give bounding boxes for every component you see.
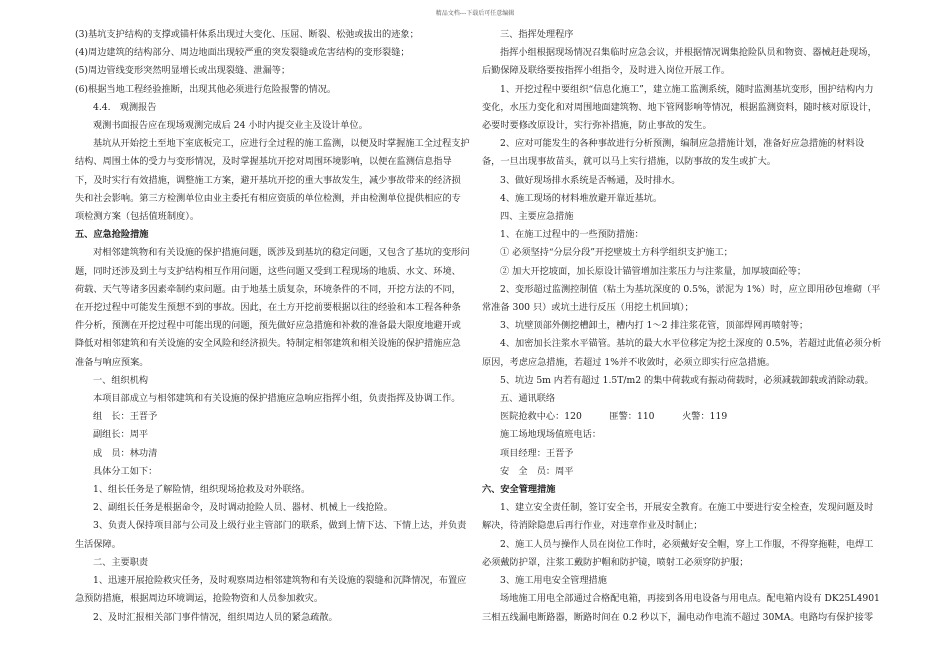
paragraph: 5、坑边 5m 内若有超过 1.5T/m2 的集中荷载或有振动荷载时，必须减载卸载或消除动载。 (500, 374, 874, 386)
paragraph: ① 必须坚持“分层分段”开挖壁坡土方科学组织支护施工； (500, 247, 733, 259)
paragraph: (6)根据当地工程经验推断，出现其他必须进行危险报警的情况。 (75, 83, 337, 95)
paragraph: 成 员：林功清 (93, 447, 158, 459)
paragraph: 三、指挥处理程序 (500, 29, 574, 40)
paragraph: 四、主要应急措施 (500, 211, 574, 223)
page-header: 精品文档---下载后可任意编辑 (435, 10, 515, 17)
paragraph: 1、迅速开展抢险救灾任务，及时观察周边相邻建筑物和有关设施的裂缝和沉降情况，布置应急预防措施，根据周边环境调运，抢险物资和人员参加救灾。 (75, 575, 467, 605)
paragraph: 本项目部成立与相邻建筑和有关设施的保护措施应急响应指挥小组，负责指挥及协调工作。 (93, 393, 461, 405)
paragraph: (4)周边建筑的结构部分、周边地面出现较严重的突发裂缝或危害结构的变形裂缝； (75, 47, 410, 59)
paragraph: 2、施工人员与操作人员在岗位工作时，必须戴好安全帽，穿上工作服，不得穿拖鞋，电焊工必须戴防护罩，注浆工戴防护帽和防护镜，喷射工必须穿防护服； (482, 538, 874, 568)
paragraph: 场地施工用电全部通过合格配电箱，再接到各用电设备与用电点。配电箱内设有 DK25L4901 三相五线漏电断路器，断路时间在 0.2 秒以下，漏电动作电流不超过 30MA。电路均有保护接零 (482, 593, 880, 623)
paragraph: 一、组织机构 (93, 374, 149, 386)
paragraph: 组 长：王晋予 (93, 411, 158, 423)
paragraph: 五、通讯联络 (500, 393, 556, 405)
paragraph: 安 全 员：周平 (500, 465, 574, 477)
paragraph: 项目经理：王晋予 (500, 447, 574, 459)
paragraph: 2、及时汇报相关部门事件情况，组织周边人员的紧急疏散。 (93, 611, 338, 623)
right-column (482, 26, 882, 627)
paragraph: 具体分工如下： (93, 465, 158, 477)
paragraph: 基坑从开始挖土至地下室底板完工，应进行全过程的施工监测，以便及时掌握施工全过程支护结构、周围土体的受力与变形情况，及时掌握基坑开挖对周围环境影响，以便在监测信息指导下，及时实行有效措施，调整施工方案，避开基坑开挖的重大事故发生，减少事故带来的经济损失和社会影响。第三方检测单位由业主委托有相应资质的单位检测，并由检测单位提供相应的专项检测方案（包括值班制度）。 (75, 138, 470, 223)
paragraph: 1、建立安全责任制，签订安全书，开展安全教育。在施工中要进行安全检查，发现问题及时解决，待消除隐患后再行作业，对违章作业及时制止； (482, 502, 874, 532)
paragraph: 1、组长任务是了解险情，组织现场抢救及对外联络。 (93, 484, 311, 496)
paragraph: 4、加密加长注浆水平锚管。基坑的最大水平位移定为挖土深度的 0.5%，若超过此值必须分析原因，考虑应急措施，若超过 1%并不收敛时，必须立即实行应急措施。 (482, 338, 882, 368)
paragraph: 观测书面报告应在现场观测完成后 24 小时内提交业主及设计单位。 (93, 120, 368, 132)
paragraph: 4、施工现场的材料堆放避开靠近基坑。 (500, 192, 663, 204)
paragraph: 2、应对可能发生的各种事故进行分析预测，编制应急措施计划，准备好应急措施的材料设备，一旦出现事故苗头，就可以马上实行措施，以防事故的发生或扩大。 (482, 138, 865, 168)
paragraph: 1、在施工过程中的一些预防措施： (500, 229, 644, 241)
paragraph: 指挥小组根据现场情况召集临时应急会议，并根据情况调集抢险队员和物资、器械赶赴现场，后勤保障及联络要按指挥小组指令，及时进入岗位开展工作。 (482, 47, 877, 77)
paragraph: 医院抢救中心：120 匪警：110 火警：119 (500, 411, 728, 423)
paragraph: 对相邻建筑物和有关设施的保护措施问题，既涉及到基坑的稳定问题，又包含了基坑的变形问题，同时还涉及到土与支护结构相互作用问题，这些问题又受到工程现场的地质、水文、环境、荷载、天气等诸多因素牵制约束问题。由于地基土质复杂，环境条件的不同，开挖方法的不同，在开挖过程中可能发生预想不到的事故。因此，在土方开挖前要根据以往的经验和本工程各种条件分析，预测在开挖过程中可能出现的问题，预先做好应急措施和补救的准备最大限度地避开或降低对相邻建筑和有关设施的安全风险和经济损失。特制定相邻建筑和相关设施的保护措施应急准备与响应预案。 (75, 247, 470, 368)
paragraph: 2、副组长任务是根据命令，及时调动抢险人员、器材、机械上一线抢险。 (93, 502, 393, 514)
paragraph: 3、负责人保持项目部与公司及上级行业主管部门的联系，做到上情下达、下情上达，并负责生活保障。 (75, 520, 467, 550)
paragraph: 副组长：周平 (93, 429, 149, 441)
section-heading: 六、安全管理措施 (482, 484, 556, 496)
paragraph: (5)周边管线变形突然明显增长或出现裂缝、泄漏等； (75, 65, 291, 77)
paragraph: 3、做好现场排水系统是否畅通，及时排水。 (500, 174, 681, 186)
paragraph: ② 加大开挖坡面，加长原设计锚管增加注浆压力与注浆量，加厚坡面砼等； (500, 265, 807, 277)
paragraph: 1、开挖过程中要组织“信息化施工”，建立施工监测系统，随时监测基坑变形，围护结构内力变化，水压力变化和对周围地面建筑物、地下管网影响等情况，根据监测资料，随时核对原设计，必要时要修改原设计，实行弥补措施，防止事故的发生。 (482, 83, 878, 132)
left-column (75, 26, 470, 627)
paragraph: 2、变形超过监测控制值（粘土为基坑深度的 0.5%，淤泥为 1%）时，应立即用砂包堆砌（平常准备 300 只）或坑土进行反压（用挖土机回填）； (482, 283, 881, 314)
paragraph: 4.4. 观测报告 (93, 101, 157, 113)
paragraph: 二、主要职责 (93, 556, 149, 568)
section-heading: 五、应急抢险措施 (75, 229, 149, 241)
paragraph: 3、坑壁顶部外侧挖槽卸土，槽内打 1～2 排注浆花管，顶部焊网再喷射等； (500, 320, 809, 332)
paragraph: (3)基坑支护结构的支撑或锚杆体系出现过大变化、压屈、断裂、松弛或拔出的迹象； (75, 29, 419, 40)
paragraph: 施工场地现场值班电话： (500, 429, 602, 441)
paragraph: 3、施工用电安全管理措施 (500, 575, 607, 587)
